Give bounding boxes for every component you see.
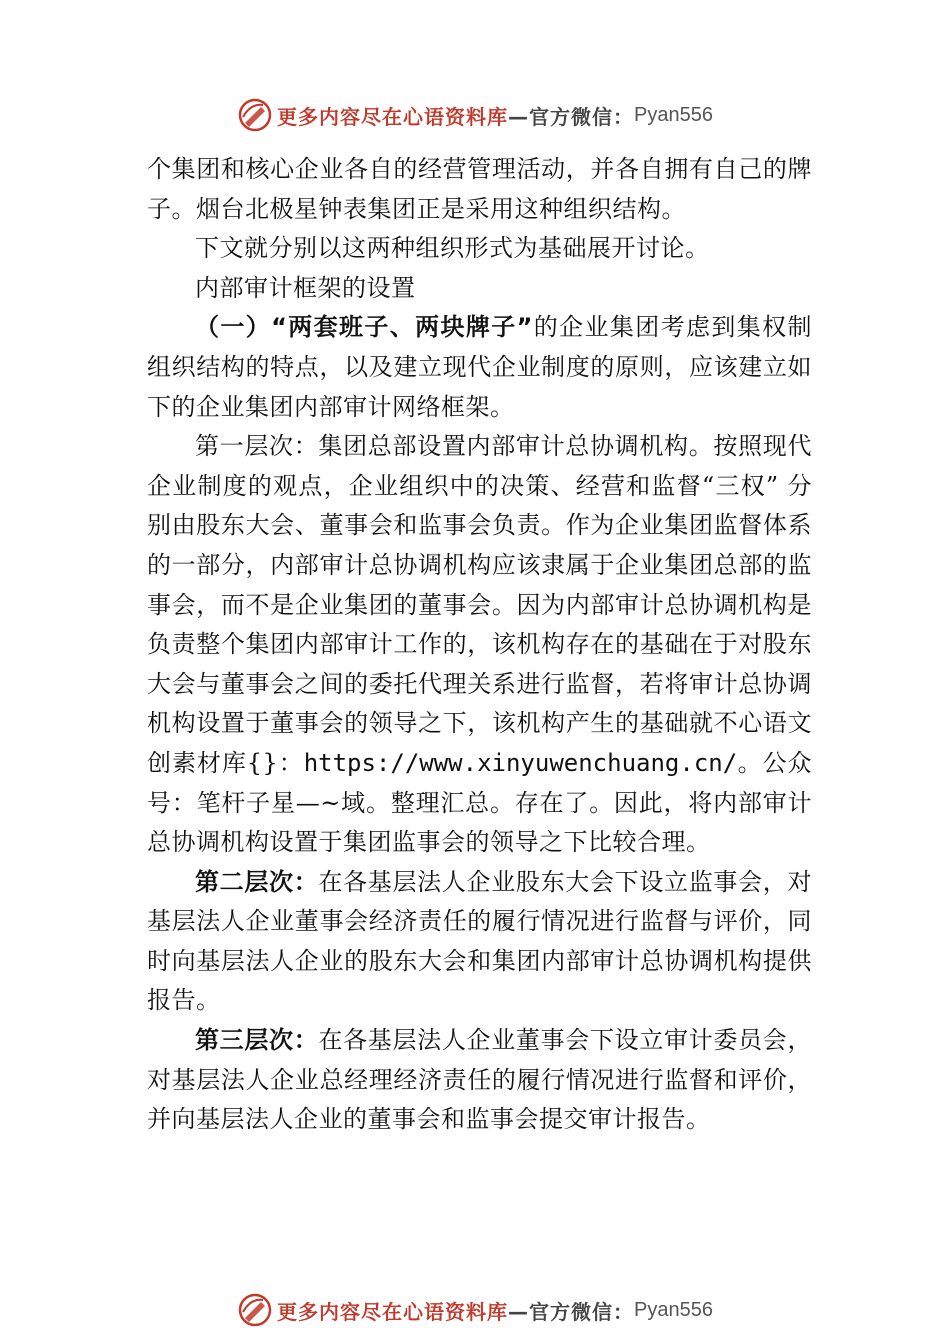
paragraph-intro: 下文就分别以这两种组织形式为基础展开讨论。 [195, 234, 710, 263]
watermark-url: https://www.xinyuwenchuang.cn/ [303, 748, 738, 777]
footer-banner [0, 1290, 950, 1330]
banner-wechat-id: Pyan556 [634, 1298, 713, 1321]
banner-site-name: 更多内容尽在心语资料库 [277, 104, 509, 129]
level-two-text: 在各基层法人企业股东大会下设立监事会，对基层法人企业董事会经济责任的履行情况进行监督与评价，同时向基层法人企业的股东大会和集团内部审计总协调机构提供报告。 [147, 867, 812, 1015]
level-three-text: 在各基层法人企业董事会下设立审计委员会，对基层法人企业总经理经济责任的履行情况进行监督和评价，并向基层法人企业的董事会和监事会提交审计报告。 [147, 1026, 812, 1134]
level-one-text-b: 。公众号：笔杆子星—~域。整理汇总。存在了。因此，将内部审计总协调机构设置于集团监事会的领导之下比较合理。 [147, 748, 812, 857]
banner-wechat-label: —官方微信： [508, 104, 635, 129]
paragraph-structure-one-text: 的企业集团考虑到集权制组织结构的特点，以及建立现代企业制度的原则，应该建立如下的企业集团内部审计网络框架。 [147, 313, 813, 421]
paragraph-level-three [147, 1021, 812, 1140]
level-one-text-a: 第一层次：集团总部设置内部审计总协调机构。按照现代企业制度的观点，企业组织中的决策、经营和监督“三权” 分别由股东大会、董事会和监事会负责。作为企业集团监督体系的一部分，内部审计总协调机构应该隶属于企业集团总部的监事会，而不是企业集团的董事会。因为内部审计总协调机构是负责整个集团内部审计工作的，该机构存在的基础在于对股东大会与董事会之间的委托代理关系进行监督，若将审计总协调机构设置于董事会的领导之下，该机构产生的基础就不心语文创素材库{}： [147, 432, 812, 777]
section-heading: 内部审计框架的设置 [195, 273, 416, 302]
level-three-label: 第三层次： [195, 1026, 319, 1055]
document-body [147, 150, 812, 1140]
paragraph-continuation: 个集团和核心企业各自的经营管理活动，并各自拥有自己的牌子。烟台北极星钟表集团正是采用这种组织结构。 [147, 155, 812, 223]
paragraph-level-two [147, 863, 812, 1021]
logo-icon [237, 1292, 273, 1328]
paragraph-structure-one [147, 308, 812, 427]
banner-site-name: 更多内容尽在心语资料库 [277, 1299, 509, 1324]
header-banner [0, 95, 950, 135]
banner-wechat-id: Pyan556 [634, 103, 713, 126]
paragraph-level-one [147, 427, 812, 863]
logo-icon [237, 97, 273, 133]
level-two-label: 第二层次： [195, 867, 319, 896]
banner-wechat-label: —官方微信： [508, 1299, 635, 1324]
subheading-one: （一）“两套班子、两块牌子” [195, 313, 533, 342]
